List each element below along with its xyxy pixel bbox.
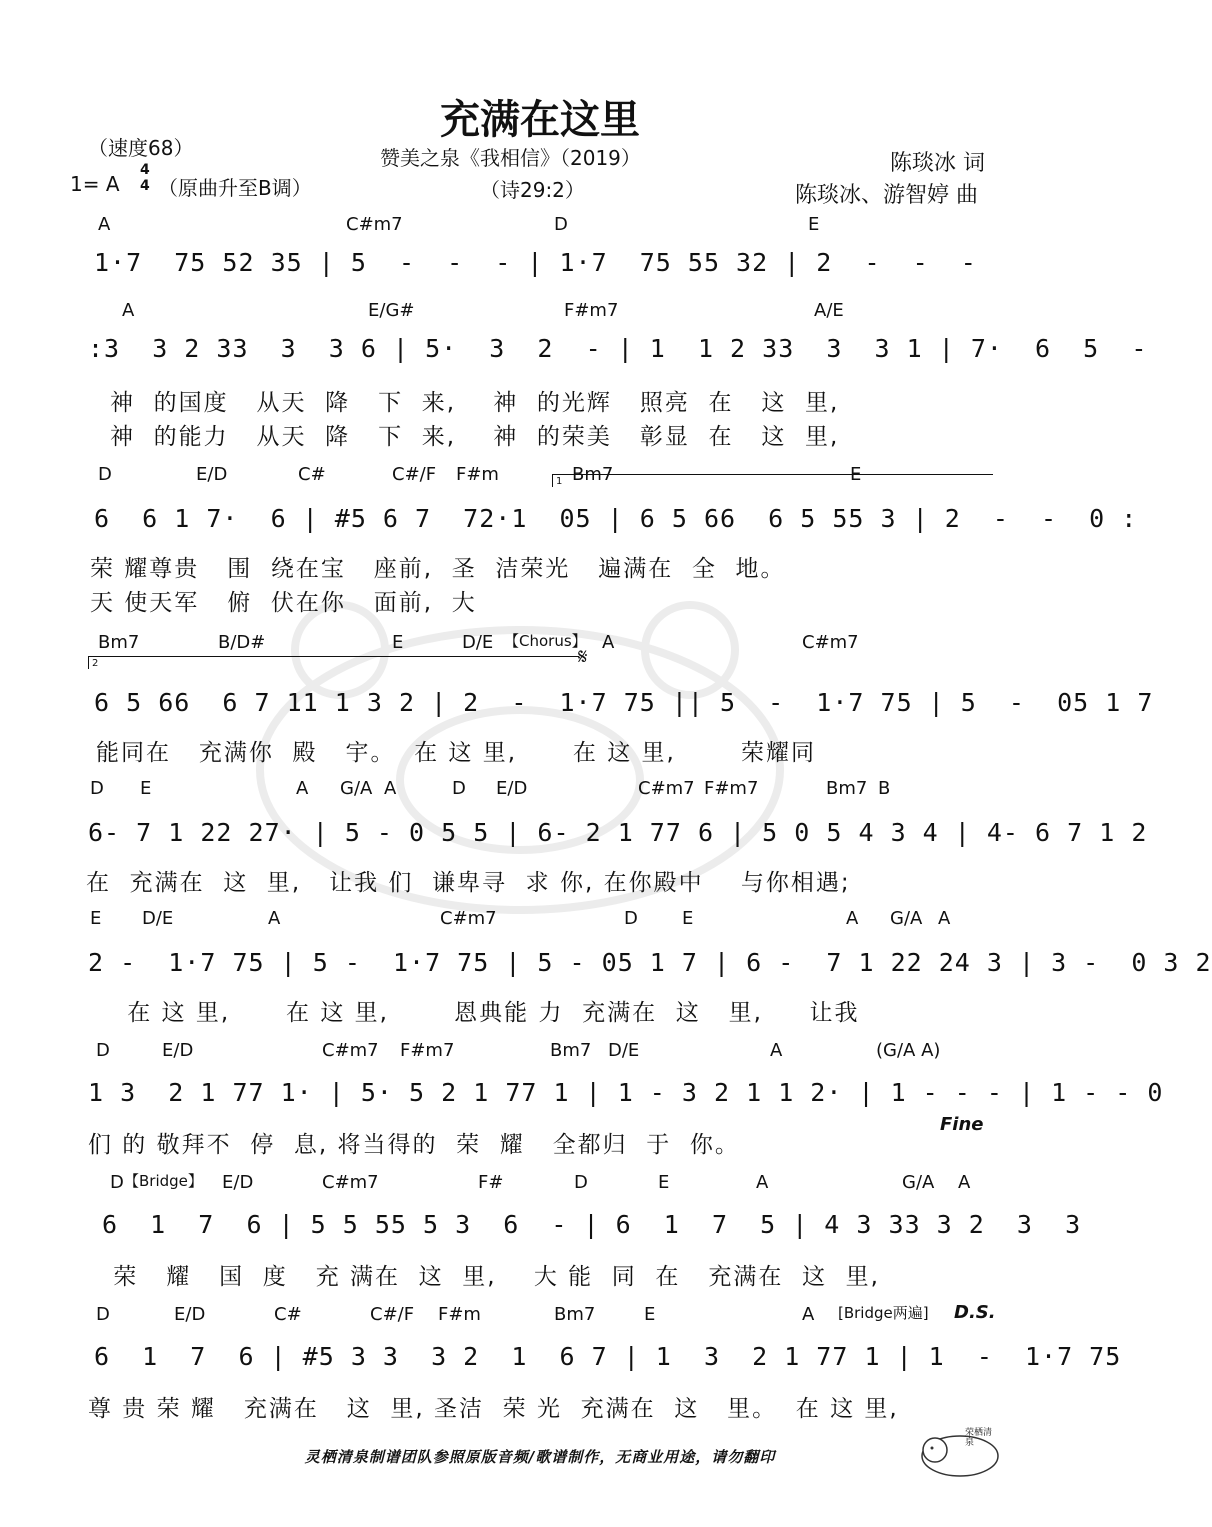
chord: A [938, 908, 951, 929]
lyrics-verse-1: 神 的国度 从天 降 下 来, 神 的光辉 照亮 在 这 里, [110, 390, 840, 416]
jianpu-notes: 1 3 2 1 77 1· | 5· 5 2 1 77 1 | 1 - 3 2 1 1 2· | 1 - - - | 1 - - 0 [88, 1078, 1164, 1107]
chord: A [602, 632, 615, 653]
chord: F#m [456, 464, 499, 485]
logo-text: 荣栖清泉 [965, 1428, 993, 1448]
jianpu-notes: 2 - 1·7 75 | 5 - 1·7 75 | 5 - 05 1 7 | 6 - 7 1 22 24 3 | 3 - 0 3 2 [88, 948, 1212, 977]
chord: A [384, 778, 397, 799]
staff-line [88, 504, 1138, 552]
lyrics-verse-1: 荣 耀尊贵 围 绕在宝 座前, 圣 洁荣光 遍满在 全 地。 [90, 556, 786, 582]
staff-line [88, 1078, 1164, 1126]
chord: A/E [814, 300, 844, 321]
jianpu-notes: :3 3 2 33 3 3 6 | 5· 3 2 - | 1 1 2 33 3 3 1 | 7· 6 5 - [88, 334, 1148, 363]
chord: A [958, 1172, 971, 1193]
chord: G/A [340, 778, 373, 799]
chord: B/D# [218, 632, 266, 653]
chord: C#m7 [802, 632, 859, 653]
chord: F#m7 [564, 300, 619, 321]
chord: C#/F [392, 464, 437, 485]
chord-row [88, 1172, 998, 1196]
staff-line [88, 1210, 1082, 1258]
chord: C#m7 [322, 1172, 379, 1193]
song-title: 充满在这里 [440, 97, 640, 143]
chord: E [644, 1304, 656, 1325]
lyrics-chorus: 们 的 敬拜不 停 息, 将当得的 荣 耀 全都归 于 你。 [88, 1132, 740, 1158]
chord: Bm7 [826, 778, 868, 799]
chord: D [96, 1040, 110, 1061]
segno-icon: 𝄋 [578, 645, 588, 670]
chord: A [802, 1304, 815, 1325]
chord: F# [478, 1172, 504, 1193]
chord: E [90, 908, 102, 929]
chord: E/G# [368, 300, 415, 321]
composer: 陈琰冰、游智婷 曲 [795, 183, 978, 208]
chord: D [452, 778, 466, 799]
jianpu-notes: 1·7 75 52 35 | 5 - - - | 1·7 75 55 32 | 2 - - - [94, 248, 977, 277]
chord: G/A [902, 1172, 935, 1193]
jianpu-notes: 6 5 66 6 7 11 1 3 2 | 2 - 1·7 75 || 5 - 1·7 75 | 5 - 05 1 7 [94, 688, 1154, 717]
lyrics-chorus: 能同在 充满你 殿 宇。 在 这 里, 在 这 里, 荣耀同 [96, 740, 817, 766]
chord: E [682, 908, 694, 929]
chord: Bm7 [572, 464, 614, 485]
first-ending: 1 [552, 474, 993, 487]
lyrics-bridge: 尊 贵 荣 耀 充满在 这 里, 圣洁 荣 光 充满在 这 里。 在 这 里, [88, 1396, 899, 1422]
chord: D/E [608, 1040, 640, 1061]
scripture-ref: （诗29:2） [480, 178, 585, 202]
lyrics-bridge: 荣 耀 国 度 充 满在 这 里, 大 能 同 在 充满在 这 里, [104, 1264, 880, 1290]
chord: D [96, 1304, 110, 1325]
chord: D [110, 1172, 124, 1193]
chord-row [88, 1304, 998, 1328]
chord: E/D [174, 1304, 206, 1325]
chord: C#/F [370, 1304, 415, 1325]
chord: A [268, 908, 281, 929]
chord-row [88, 632, 998, 656]
chord: E [658, 1172, 670, 1193]
chord: E [808, 214, 820, 235]
time-signature: 4 4 [140, 162, 150, 194]
chorus-tag: 【Chorus】 [504, 632, 587, 650]
chord-row [88, 1040, 998, 1064]
lyricist: 陈琰冰 词 [890, 151, 985, 176]
bridge-tag: 【Bridge】 [124, 1172, 203, 1190]
chord: E [850, 464, 862, 485]
chord-row [88, 908, 998, 932]
staff-line [88, 818, 1148, 866]
jianpu-notes: 6 1 7 6 | #5 3 3 3 2 1 6 7 | 1 3 2 1 77 1 | 1 - 1·7 75 [94, 1342, 1122, 1371]
chord: C#m7 [638, 778, 695, 799]
chord: E/D [196, 464, 228, 485]
lyrics-verse-2: 天 使天军 俯 伏在你 面前, 大 [90, 590, 477, 616]
chord: E/D [222, 1172, 254, 1193]
chord: D [554, 214, 568, 235]
chord: C#m7 [322, 1040, 379, 1061]
chord: A [756, 1172, 769, 1193]
jianpu-notes: 6 6 1 7· 6 | #5 6 7 72·1 05 | 6 5 66 6 5 55 3 | 2 - - 0 : [94, 504, 1138, 533]
chord-row [88, 778, 998, 802]
ds-mark: D.S. [954, 1302, 996, 1323]
chord: D/E [142, 908, 174, 929]
staff-line [88, 688, 1154, 736]
jianpu-notes: 6- 7 1 22 27· | 5 - 0 5 5 | 6- 2 1 77 6 | 5 0 5 4 3 4 | 4- 6 7 1 2 [88, 818, 1148, 847]
chord: F#m [438, 1304, 481, 1325]
staff-line [88, 948, 1212, 996]
chord-row [88, 300, 998, 324]
lyrics-chorus: 在 这 里, 在 这 里, 恩典能 力 充满在 这 里, 让我 [90, 1000, 860, 1026]
chord: Bm7 [98, 632, 140, 653]
chord: E [392, 632, 404, 653]
lyrics-verse-2: 神 的能力 从天 降 下 来, 神 的荣美 彰显 在 这 里, [110, 424, 840, 450]
chord: A [122, 300, 135, 321]
chord: E [140, 778, 152, 799]
key-note: （原曲升至B调） [158, 176, 312, 200]
staff-line [88, 334, 1148, 382]
chord: Bm7 [554, 1304, 596, 1325]
chord: A [846, 908, 859, 929]
jianpu-notes: 6 1 7 6 | 5 5 55 5 3 6 - | 6 1 7 5 | 4 3 33 3 2 3 3 [102, 1210, 1082, 1239]
chord: D [574, 1172, 588, 1193]
chord: F#m7 [704, 778, 759, 799]
chord: D/E [462, 632, 494, 653]
chord: A [98, 214, 111, 235]
chord: C#m7 [440, 908, 497, 929]
second-ending: 2 [88, 656, 579, 669]
chord: G/A [890, 908, 923, 929]
chord: (G/A A) [876, 1040, 941, 1061]
chord: D [624, 908, 638, 929]
chord-row [88, 214, 998, 238]
album-subtitle: 赞美之泉《我相信》（2019） [380, 146, 641, 170]
chord: E/D [162, 1040, 194, 1061]
chord: A [770, 1040, 783, 1061]
chord: A [296, 778, 309, 799]
chord: C#m7 [346, 214, 403, 235]
lyrics-chorus: 在 充满在 这 里, 让我 们 谦卑寻 求 你, 在你殿中 与你相遇; [86, 870, 851, 896]
chord: D [90, 778, 104, 799]
chord: E/D [496, 778, 528, 799]
staff-line [88, 248, 998, 296]
chord: D [98, 464, 112, 485]
chord: C# [274, 1304, 302, 1325]
chord: Bm7 [550, 1040, 592, 1061]
footer-note: 灵栖清泉制谱团队参照原版音频/歌谱制作，无商业用途，请勿翻印 [304, 1448, 776, 1466]
bridge-repeat-tag: [Bridge两遍] [838, 1304, 929, 1322]
tempo: （速度68） [88, 136, 194, 160]
staff-line [88, 1342, 1122, 1390]
fine-mark: Fine [940, 1114, 984, 1135]
key-signature: 1= A [70, 172, 120, 196]
chord: C# [298, 464, 326, 485]
chord: F#m7 [400, 1040, 455, 1061]
chord: B [878, 778, 891, 799]
sheep-logo [915, 1420, 1005, 1480]
